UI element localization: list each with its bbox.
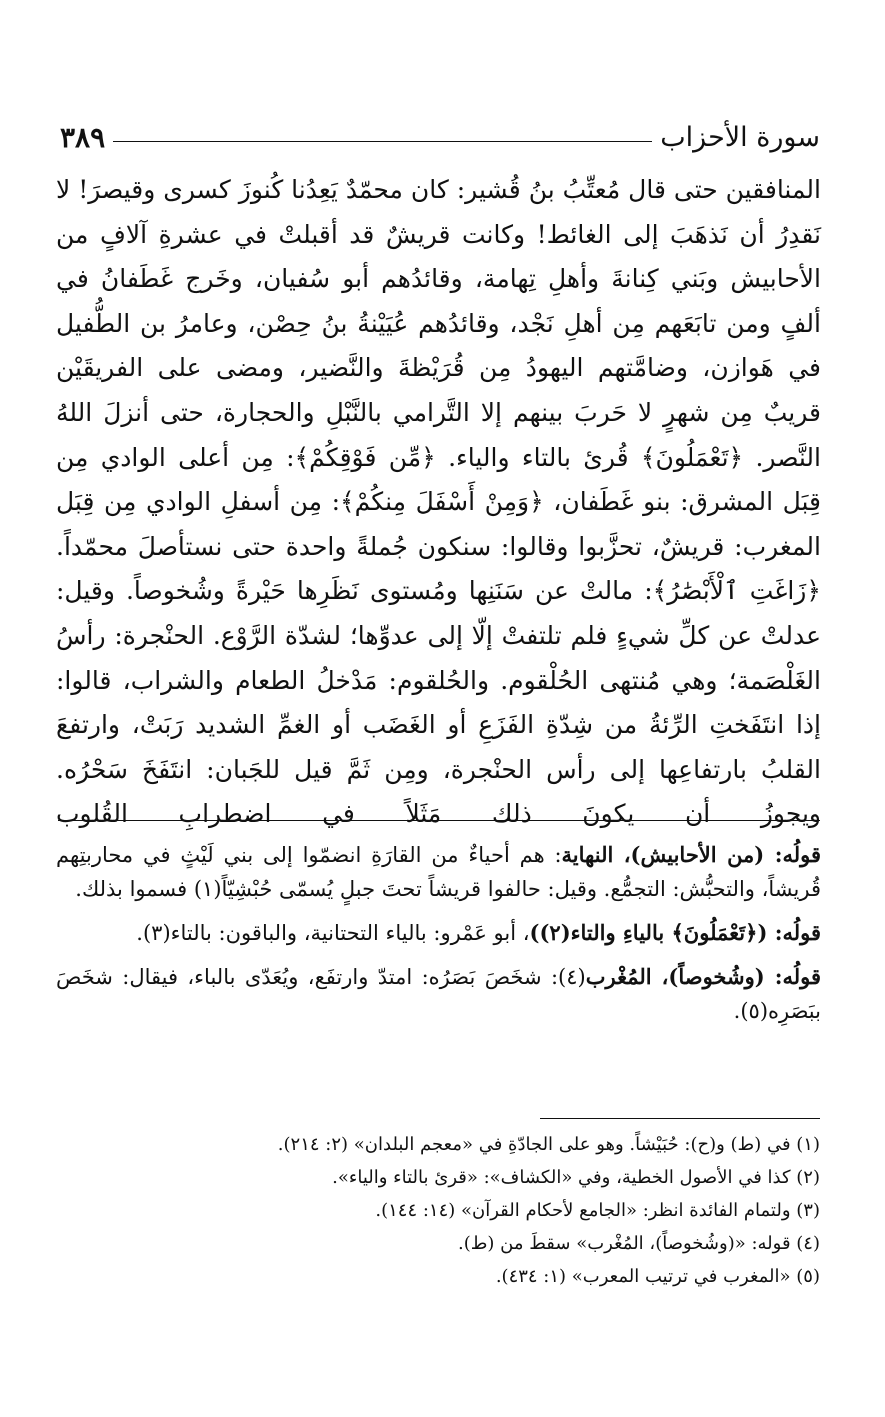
note-text: (٤): شخَصَ بَصَرُه: امتدّ وارتفَع، ويُعَدّى بالباء، فيقال: شخَصَ ببَصَرِه(٥). xyxy=(56,965,821,1023)
note-item xyxy=(56,838,821,906)
page-header xyxy=(60,112,820,162)
footnote-2: (٢) كذا في الأصول الخطية، وفي «الكشاف»: «قرئ بالتاء والياء». xyxy=(332,1167,820,1188)
footnote-3: (٣) ولتمام الفائدة انظر: «الجامع لأحكام القرآن» (١٤: ١٤٤). xyxy=(375,1200,820,1221)
commentary-separator xyxy=(58,820,820,821)
footnote-1: (١) في (ط) و(ح): حُبَيْشاً. وهو على الجادّةِ في «معجم البلدان» (٢: ٢١٤). xyxy=(277,1134,820,1155)
note-item xyxy=(56,960,821,1028)
note-source: النهاية xyxy=(561,842,614,867)
note-text: : هم أحياءٌ من القارَةِ انضمّوا إلى بني لَيْثٍ في محاربتِهم قُريشاً، والتحبُّش: التجمُّع. وقيل: حالفوا قريشاً تحتَ جبلٍ يُسمّى حُبْشِيّاً(١) فسموا بذلك. xyxy=(56,843,821,901)
header-rule xyxy=(113,141,652,142)
note-lead: قولُه: (وشُخوصاً)، xyxy=(651,964,821,989)
commentary-notes xyxy=(56,838,821,1038)
main-text-block xyxy=(56,168,821,837)
note-lead: قولُه: (﴿تَعْمَلُونَ﴾ بالياءِ والتاء(٢)) xyxy=(529,920,821,945)
footnote-separator xyxy=(540,1118,820,1119)
main-paragraph: المنافقين حتى قال مُعتِّبُ بنُ قُشير: كان محمّدٌ يَعِدُنا كُنوزَ كسرى وقيصرَ! لا نَقدِرُ أن نَذهَبَ إلى الغائط! وكانت قريشٌ قد أقبلتْ في عشرةِ آلافٍ من الأحابيش وبَني كِنانةَ وأهلِ تِهامة، وقائدُهم أبو سُفيان، وخَرج غَطَفانُ في ألفٍ ومن تابَعَهم مِن أهلِ نَجْد، وقائدُهم عُيَيْنةُ بنُ حِصْن، وعامرُ بن الطُّفيل في هَوازن، وضامَّتهم اليهودُ مِن قُرَيْظةَ والنَّضير، ومضى على الفريقَيْن قريبٌ مِن شهرٍ لا حَربَ بينهم إلا التَّرامي بالنَّبْلِ والحجارة، حتى أنزلَ اللهُ النَّصر. ﴿تَعْمَلُونَ﴾ قُرئ بالتاء والياء. ﴿مِّن فَوْقِكُمْ﴾: مِن أعلى الوادي مِن قِبَل المشرق: بنو غَطَفان، ﴿وَمِنْ أَسْفَلَ مِنكُمْ﴾: مِن أسفلِ الوادي مِن قِبَل المغرب: قريشٌ، تحزَّبوا وقالوا: سنكون جُملةً واحدة حتى نستأصلَ محمّداً. ﴿زَاغَتِ ٱلْأَبْصَٰرُ﴾: مالتْ عن سَنَنِها ومُستوى نَظَرِها حَيْرةً وشُخوصاً. وقيل: عدلتْ عن كلِّ شيءٍ فلم تلتفتْ إلّا إلى عدوِّها؛ لشدّة الرَّوْع. الحنْجرة: رأسُ الغَلْصَمة؛ وهي مُنتهى الحُلْقوم. والحُلقوم: مَدْخلُ الطعام والشراب، قالوا: إذا انتَفَختِ الرِّئةُ من شِدّةِ الفَزَعِ أو الغَضَب أو الغمِّ الشديد رَبَتْ، وارتفعَ القلبُ بارتفاعِها إلى رأس الحنْجرة، ومِن ثَمَّ قيل للجَبان: انتَفَخَ سَحْرُه. ويجوزُ أن يكونَ ذلك مَثَلاً في اضطرابِ القُلوب xyxy=(56,175,821,829)
note-lead: قولُه: (من الأحابيش)، xyxy=(613,842,821,867)
page-number: ٣٨٩ xyxy=(60,120,106,154)
footnotes xyxy=(60,1128,820,1293)
note-text: ، أبو عَمْرو: بالياء التحتانية، والباقون: بالتاء(٣). xyxy=(136,921,530,945)
footnote-5: (٥) «المغرب في ترتيب المعرب» (١: ٤٣٤). xyxy=(495,1266,820,1287)
surah-title: سورة الأحزاب xyxy=(660,121,820,153)
footnote-4: (٤) قوله: «(وشُخوصاً)، المُغْرب» سقطَ من (ط). xyxy=(458,1233,820,1254)
note-item xyxy=(56,916,821,950)
note-source: المُغْرب xyxy=(585,964,652,989)
